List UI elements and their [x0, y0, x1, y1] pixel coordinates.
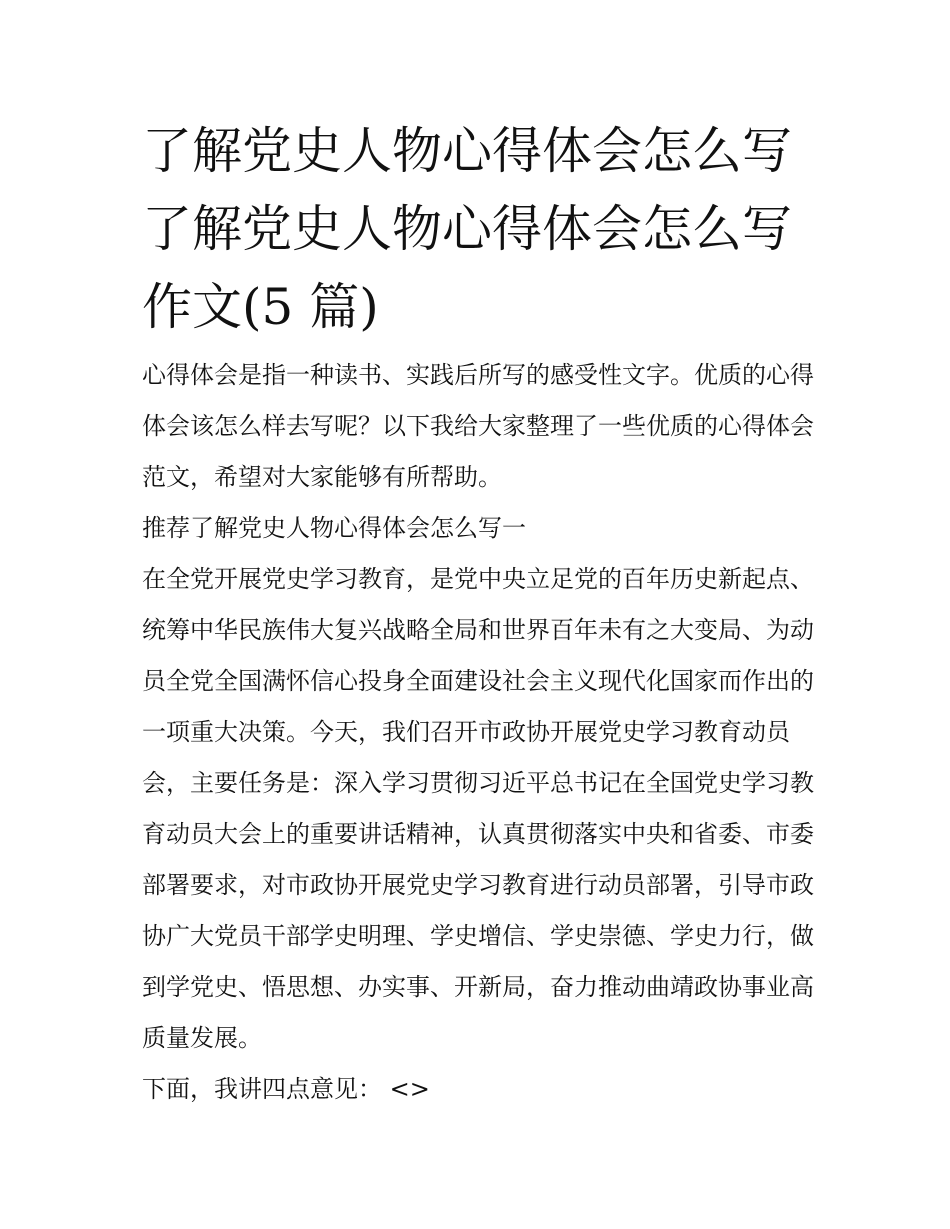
title-line-2: 了解党史人物心得体会怎么写 — [142, 200, 792, 258]
intro-paragraph: 心得体会是指一种读书、实践后所写的感受性文字。优质的心得体会该怎么样去写呢？以下我给大家整理了一些优质的心得体会范文，希望对大家能够有所帮助。 — [142, 361, 814, 491]
title-line-3: 作文(5 篇) — [142, 278, 379, 336]
body-paragraph-1: 在全党开展党史学习教育，是党中央立足党的百年历史新起点、统筹中华民族伟大复兴战略全局和世界百年未有之大变局、为动员全党全国满怀信心投身全面建设社会主义现代化国家而作出的一项重大决策。今天，我们召开市政协开展党史学习教育动员会，主要任务是：深入学习贯彻习近平总书记在全国党史学习教育动员大会上的重要讲话精神，认真贯彻落实中央和省委、市委部署要求，对市政协开展党史学习教育进行动员部署，引导市政协广大党员干部学史明理、学史增信、学史崇德、学史力行，做到学党史、悟思想、办实事、开新局，奋力推动曲靖政协事业高质量发展。 — [142, 565, 814, 1052]
title-line-1: 了解党史人物心得体会怎么写 — [142, 122, 792, 180]
document-page — [142, 112, 814, 1115]
body-paragraph-2: 下面，我讲四点意见： <> — [142, 1075, 430, 1103]
section-heading: 推荐了解党史人物心得体会怎么写一 — [142, 514, 526, 542]
document-title — [142, 112, 814, 346]
